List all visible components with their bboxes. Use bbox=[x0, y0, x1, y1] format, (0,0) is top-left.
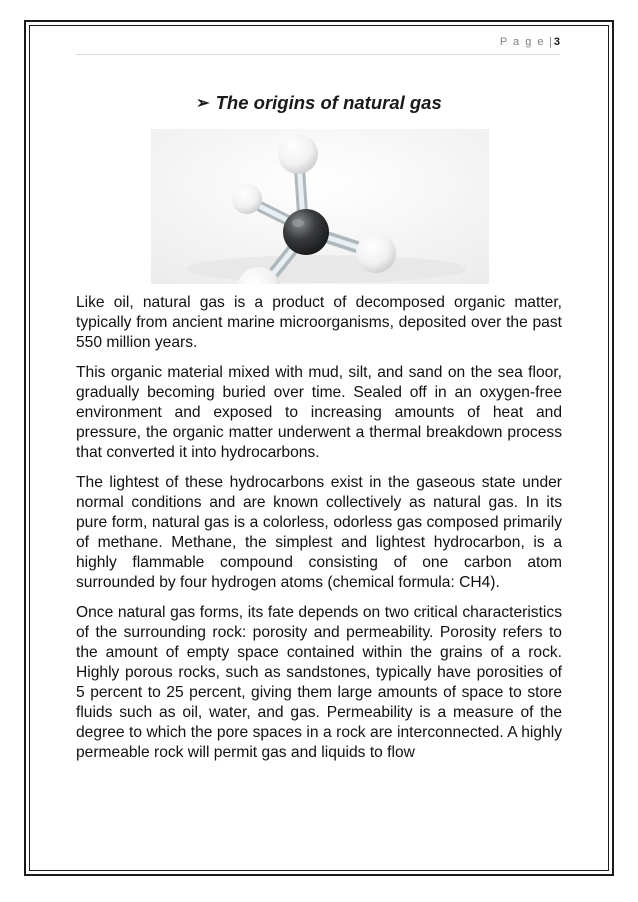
section-title: The origins of natural gas bbox=[215, 92, 442, 113]
section-heading bbox=[0, 92, 638, 114]
methane-molecule-figure bbox=[151, 129, 489, 284]
paragraph: The lightest of these hydrocarbons exist in the gaseous state under normal conditions and are known collectively as natural gas. In its pure form, natural gas is a colorless, odorless gas composed primarily of methane. Methane, the simplest and lightest hydrocarbon, is a highly flammable compound consisting of one carbon atom surrounded by four hydrogen atoms (chemical formula: CH4). bbox=[76, 474, 562, 591]
page-header bbox=[76, 36, 560, 55]
paragraph: This organic material mixed with mud, silt, and sand on the sea floor, gradually becoming buried over time. Sealed off in an oxygen-free environment and exposed to increasing amounts of heat and pressure, the organic matter underwent a thermal breakdown process that converted it into hydrocarbons. bbox=[76, 364, 562, 461]
page-label: P a g e bbox=[499, 36, 546, 48]
paragraph: Once natural gas forms, its fate depends on two critical characteristics of the surrounding rock: porosity and permeability. Porosity refers to the amount of empty space contained within the grains of a rock. Highly porous rocks, such as sandstones, typically have porosities of 5 percent to 25 percent, giving them large amounts of space to store fluids such as oil, water, and gas. Permeability is a measure of the degree to which the pore spaces in a rock are interconnected. A highly permeable rock will permit gas and liquids to flow bbox=[76, 604, 562, 761]
methane-molecule-model-icon bbox=[151, 129, 489, 284]
page-separator: | bbox=[549, 36, 552, 48]
arrow-bullet-icon: ➢ bbox=[196, 95, 210, 112]
paragraph: Like oil, natural gas is a product of decomposed organic matter, typically from ancient marine microorganisms, deposited over the past 550 million years. bbox=[76, 294, 562, 351]
page-number: 3 bbox=[553, 36, 560, 48]
body-text bbox=[76, 293, 562, 773]
